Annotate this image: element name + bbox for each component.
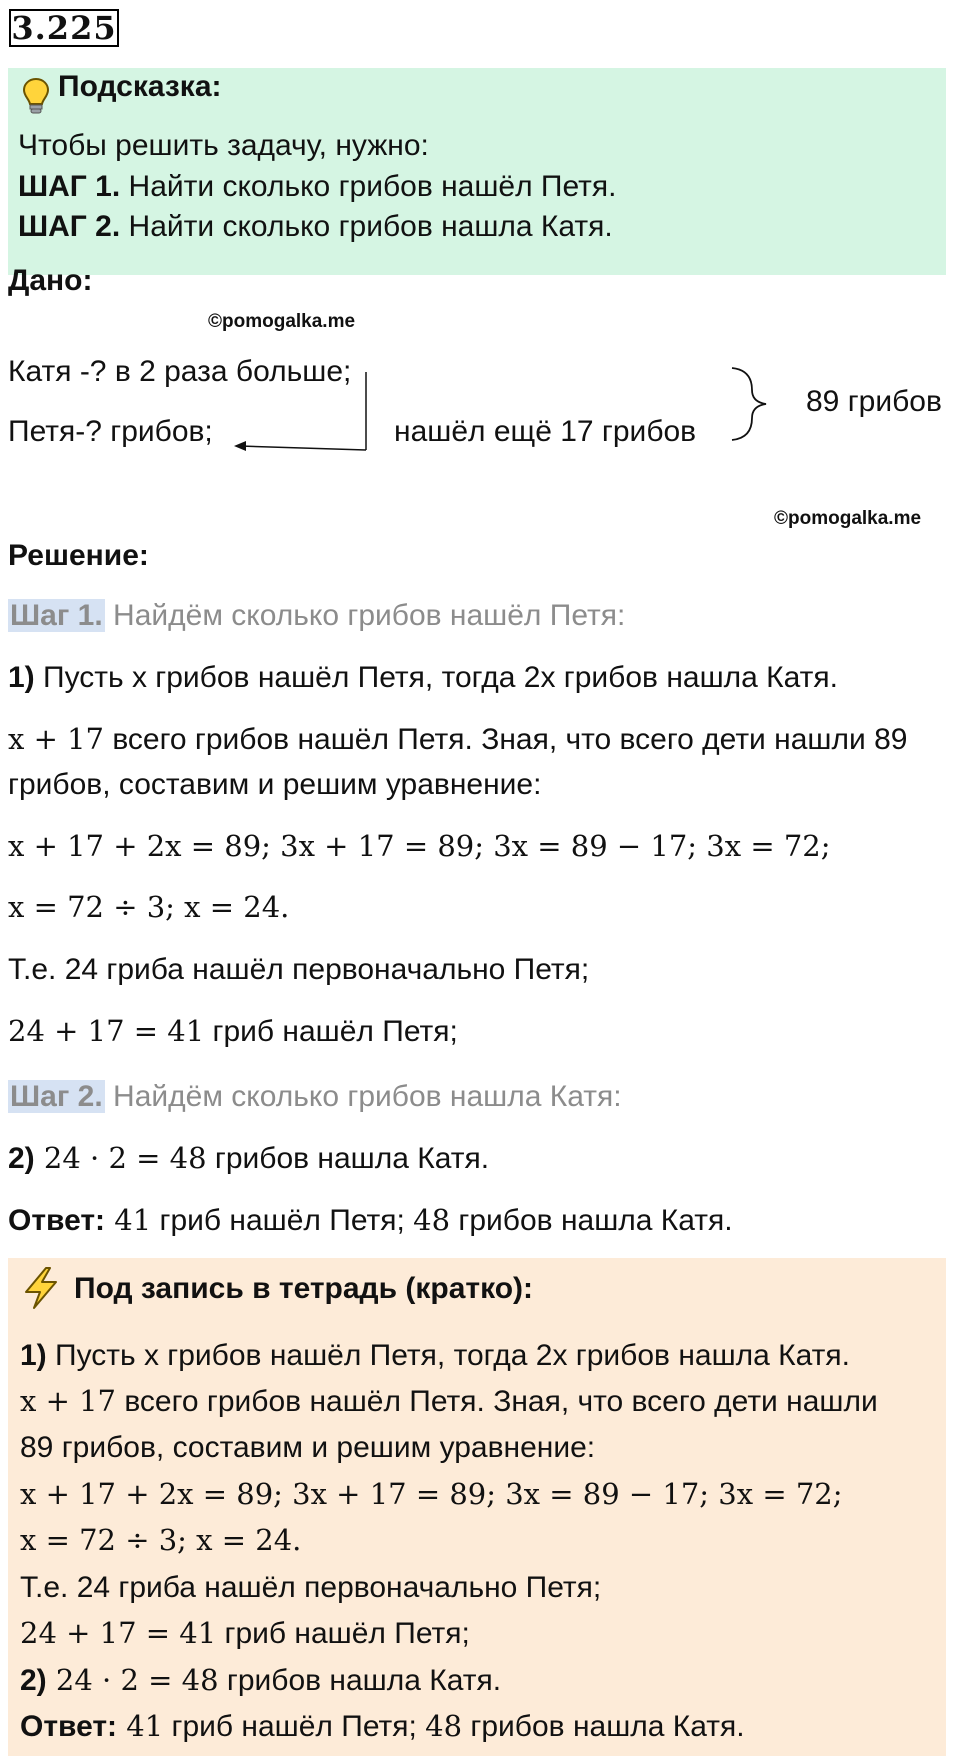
hint-step-1-label: ШАГ 1. [18,170,121,203]
notebook-line-2 [20,1383,878,1421]
nb-ans-label: Ответ: [20,1710,118,1743]
given-petya: Петя-? грибов; [8,415,213,448]
nb-l7-math: 24 + 17 = 41 [20,1616,217,1650]
solution-answer [8,1202,733,1240]
step-1-text: Найдём сколько грибов нашёл Петя: [104,599,626,632]
given-katya: Катя -? в 2 раза больше; [8,355,352,388]
notebook-line-7 [20,1615,470,1653]
notebook-line-5: x = 72 ÷ 3; x = 24. [20,1523,302,1557]
nb-l1-num: 1) [20,1339,47,1372]
notebook-line-6: Т.е. 24 гриба нашёл первоначально Петя; [20,1571,602,1604]
nb-l8-text: грибов нашла Катя. [218,1664,502,1697]
hint-step-2-text: Найти сколько грибов нашла Катя. [120,210,613,243]
nb-ans-m2: 48 [425,1709,463,1743]
arrow-head-icon [234,441,246,451]
given-title: Дано: [8,264,93,297]
line-1-num: 1) [8,661,35,694]
lightning-icon [20,1266,62,1310]
notebook-line-4: x + 17 + 2x = 89; 3x + 17 = 89; 3x = 89 − 17; 3x = 72; [20,1477,843,1511]
step-1-heading [8,597,625,635]
watermark-1: ©pomogalka.me [208,311,356,332]
task-number: 3.225 [9,9,119,47]
nb-l8-math: 24 · 2 = 48 [46,1663,219,1697]
solution-line-5 [8,1140,489,1178]
solution-line-2b: грибов, составим и решим уравнение: [8,768,542,801]
step-1-tag: Шаг 1. [10,599,103,632]
line-4-text: гриб нашёл Петя; [204,1015,458,1048]
answer-t2: грибов нашла Катя. [450,1204,733,1237]
hint-title: Подсказка: [58,70,222,103]
line-5-math: 24 · 2 = 48 [34,1141,207,1175]
solution-title: Решение: [8,539,149,572]
line-2a-math: x + 17 [8,722,104,756]
nb-l2-math: x + 17 [20,1384,116,1418]
line-2a-text: всего грибов нашёл Петя. Зная, что всего дети нашли 89 [104,723,908,756]
solution-line-1 [8,659,838,697]
nb-ans-t1: гриб нашёл Петя; [163,1710,426,1743]
curly-brace-icon [732,368,766,440]
nb-l2-text: всего грибов нашёл Петя. Зная, что всего дети нашли [116,1385,878,1418]
answer-m2: 48 [413,1203,451,1237]
notebook-line-8 [20,1662,501,1700]
solution-line-4 [8,1013,458,1051]
nb-ans-t2: грибов нашла Катя. [462,1710,745,1743]
notebook-line-1 [20,1337,850,1375]
given-diagram [0,0,960,470]
equation-1: x + 17 + 2x = 89; 3x + 17 = 89; 3x = 89 − 17; 3x = 72; [8,829,831,863]
solution-line-3: Т.е. 24 гриба нашёл первоначально Петя; [8,953,590,986]
nb-l7-text: гриб нашёл Петя; [216,1617,470,1650]
equation-2: x = 72 ÷ 3; x = 24. [8,890,290,924]
given-petya-extra: нашёл ещё 17 грибов [394,415,697,448]
answer-label: Ответ: [8,1204,106,1237]
notebook-title: Под запись в тетрадь (кратко): [74,1272,534,1305]
given-total: 89 грибов [806,385,942,418]
notebook-answer [20,1708,745,1746]
solution-line-2a [8,721,907,759]
answer-t1: гриб нашёл Петя; [151,1204,414,1237]
line-1-text: Пусть x грибов нашёл Петя, тогда 2x грибов нашла Катя. [34,661,838,694]
line-5-text: грибов нашла Катя. [206,1142,490,1175]
hint-step-1-text: Найти сколько грибов нашёл Петя. [120,170,617,203]
step-2-text: Найдём сколько грибов нашла Катя: [104,1080,622,1113]
notebook-line-3: 89 грибов, составим и решим уравнение: [20,1431,596,1464]
watermark-2: ©pomogalka.me [774,508,922,529]
answer-m1: 41 [105,1203,152,1237]
arrow-line [240,446,366,450]
nb-l8-num: 2) [20,1664,47,1697]
step-2-heading [8,1078,622,1116]
nb-l1-text: Пусть x грибов нашёл Петя, тогда 2x грибов нашла Катя. [46,1339,850,1372]
hint-intro: Чтобы решить задачу, нужно: [18,129,429,162]
line-5-num: 2) [8,1142,35,1175]
hint-step-2-label: ШАГ 2. [18,210,121,243]
line-4-math: 24 + 17 = 41 [8,1014,205,1048]
nb-ans-m1: 41 [117,1709,164,1743]
step-2-tag: Шаг 2. [10,1080,103,1113]
